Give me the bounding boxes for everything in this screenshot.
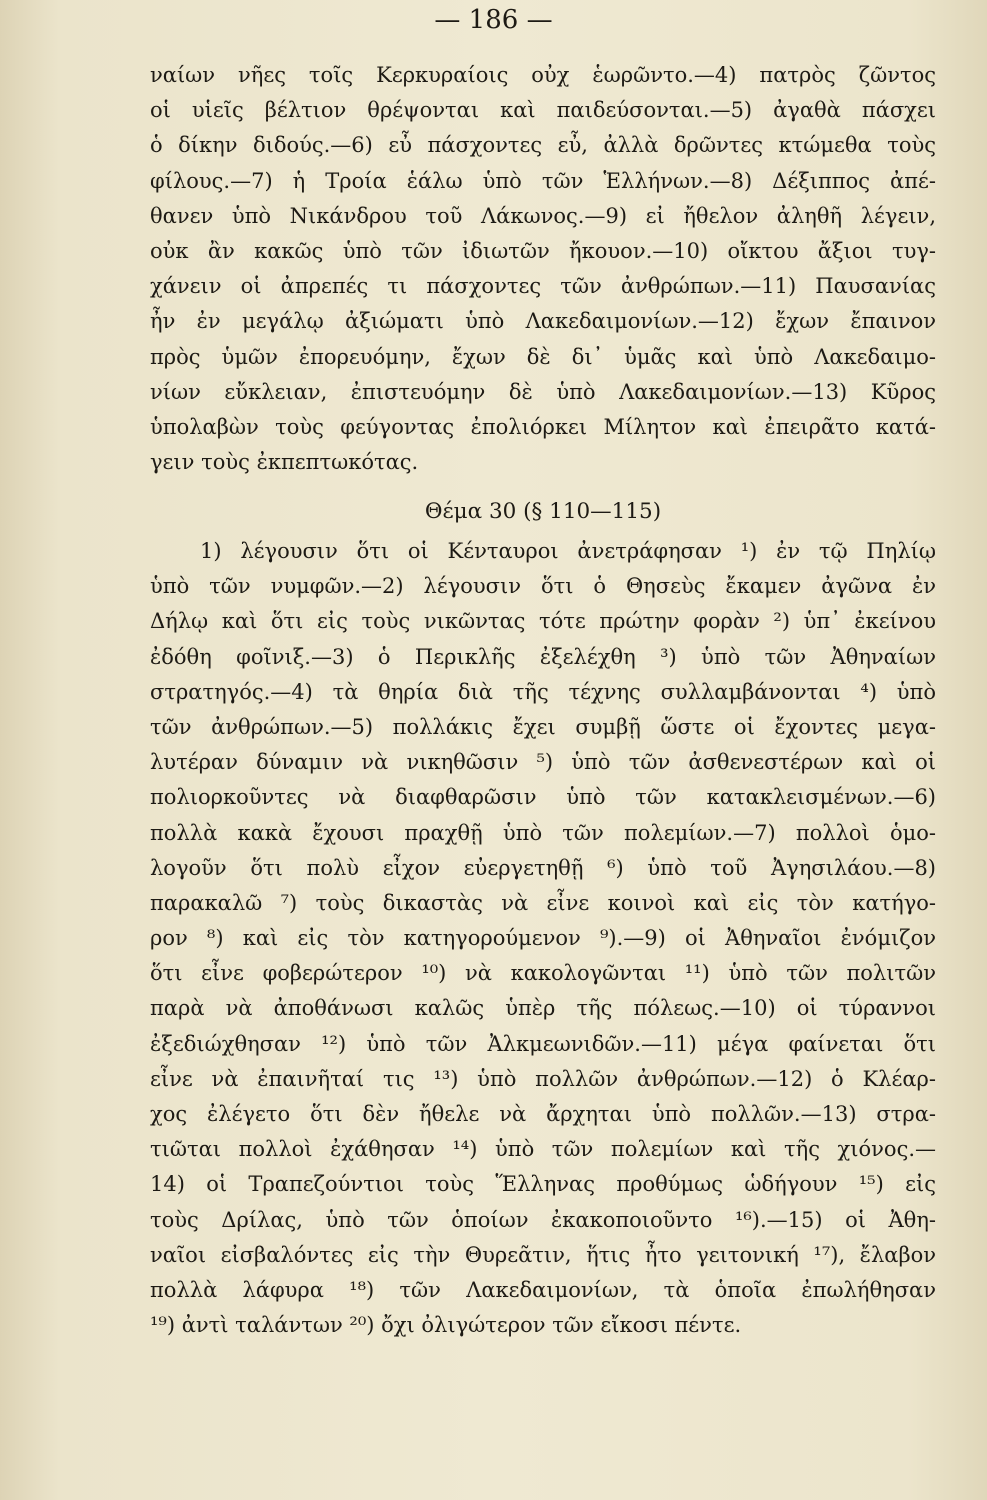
text-line: τιῶται πολλοὶ ἐχάθησαν ¹⁴) ὑπὸ τῶν πολεμίων καὶ τῆς χιόνος.— [150, 1137, 936, 1162]
paragraph-1 [150, 58, 936, 480]
text-line: εἶνε νὰ ἐπαινῆταί τις ¹³) ὑπὸ πολλῶν ἀνθρώπων.—12) ὁ Κλέαρ- [150, 1066, 936, 1091]
text-line: ὑπὸ τῶν νυμφῶν.—2) λέγουσιν ὅτι ὁ Θησεὺς ἔκαμεν ἀγῶνα ἐν [150, 574, 936, 599]
text-line: πρὸς ὑμῶν ἐπορευόμην, ἔχων δὲ δι᾿ ὑμᾶς καὶ ὑπὸ Λακεδαιμο- [150, 344, 936, 369]
text-line: ἐδόθη φοῖνιξ.—3) ὁ Περικλῆς ἐξελέχθη ³) ὑπὸ τῶν Ἀθηναίων [150, 644, 936, 669]
text-line: γειν τοὺς ἐκπεπτωκότας. [150, 450, 419, 475]
text-line: λυτέραν δύναμιν νὰ νικηθῶσιν ⁵) ὑπὸ τῶν ἀσθενεστέρων καὶ οἱ [150, 750, 936, 775]
section-heading: Θέμα 30 (§ 110—115) [424, 499, 662, 524]
text-line: πολλὰ λάφυρα ¹⁸) τῶν Λακεδαιμονίων, τὰ ὁποῖα ἐπωλήθησαν [150, 1277, 936, 1302]
text-line: χάνειν οἱ ἀπρεπές τι πάσχοντες τῶν ἀνθρώπων.—11) Παυσανίας [150, 274, 936, 299]
text-line: ἦν ἐν μεγάλῳ ἀξιώματι ὑπὸ Λακεδαιμονίων.—12) ἔχων ἔπαινον [150, 309, 936, 334]
text-line: παρὰ νὰ ἀποθάνωσι καλῶς ὑπὲρ τῆς πόλεως.—10) οἱ τύραννοι [150, 996, 936, 1021]
text-line: Δήλῳ καὶ ὅτι εἰς τοὺς νικῶντας τότε πρώτην φορὰν ²) ὑπ᾿ ἐκείνου [150, 609, 936, 634]
text-line: ναῖοι εἰσβαλόντες εἰς τὴν Θυρεᾶτιν, ἥτις ἦτο γειτονική ¹⁷), ἔλαβον [150, 1242, 936, 1267]
text-line: θανεν ὑπὸ Νικάνδρου τοῦ Λάκωνος.—9) εἰ ἤθελον ἀληθῆ λέγειν, [150, 203, 936, 228]
text-line: χος ἐλέγετο ὅτι δὲν ἤθελε νὰ ἄρχηται ὑπὸ πολλῶν.—13) στρα- [150, 1102, 936, 1126]
text-line: ρον ⁸) καὶ εἰς τὸν κατηγορούμενον ⁹).—9) οἱ Ἀθηναῖοι ἐνόμιζον [150, 926, 936, 951]
text-line: πολλὰ κακὰ ἔχουσι πραχθῇ ὑπὸ τῶν πολεμίων.—7) πολλοὶ ὁμο- [150, 820, 936, 845]
text-line: οὐκ ἂν κακῶς ὑπὸ τῶν ἰδιωτῶν ἤκουον.—10) οἴκτου ἄξιοι τυγ- [150, 238, 936, 263]
text-line: ὁ δίκην διδούς.—6) εὖ πάσχοντες εὖ, ἀλλὰ δρῶντες κτώμεθα τοὺς [150, 133, 936, 158]
text-line: πολιορκοῦντες νὰ διαφθαρῶσιν ὑπὸ τῶν κατακλεισμένων.—6) [150, 785, 936, 810]
text-line: νίων εὔκλειαν, ἐπιστευόμην δὲ ὑπὸ Λακεδαιμονίων.—13) Κῦρος [150, 379, 936, 404]
text-line: τοὺς Δρίλας, ὑπὸ τῶν ὁποίων ἐκακοποιοῦντο ¹⁶).—15) οἱ Ἀθη- [150, 1207, 936, 1232]
text-line: λογοῦν ὅτι πολὺ εἶχον εὐεργετηθῇ ⁶) ὑπὸ τοῦ Ἀγησιλάου.—8) [150, 855, 936, 880]
text-line: στρατηγός.—4) τὰ θηρία διὰ τῆς τέχνης συλλαμβάνονται ⁴) ὑπὸ [150, 679, 936, 704]
page-number: — 186 — [434, 5, 553, 35]
text-line: ἐξεδιώχθησαν ¹²) ὑπὸ τῶν Ἀλκμεωνιδῶν.—11) μέγα φαίνεται ὅτι [150, 1031, 936, 1056]
text-line: 14) οἱ Τραπεζούντιοι τοὺς Ἕλληνας προθύμως ὡδήγουν ¹⁵) εἰς [150, 1172, 936, 1197]
text-line: 1) λέγουσιν ὅτι οἱ Κένταυροι ἀνετράφησαν ¹) ἐν τῷ Πηλίῳ [200, 539, 936, 563]
text-line: φίλους.—7) ἡ Τροία ἑάλω ὑπὸ τῶν Ἑλλήνων.—8) Δέξιππος ἀπέ- [150, 168, 936, 193]
text-line: παρακαλῶ ⁷) τοὺς δικαστὰς νὰ εἶνε κοινοὶ καὶ εἰς τὸν κατήγο- [150, 890, 936, 915]
text-line: ¹⁹) ἀντὶ ταλάντων ²⁰) ὄχι ὀλιγώτερον τῶν εἴκοσι πέντε. [150, 1313, 742, 1338]
paragraph-2 [150, 534, 936, 1343]
text-line: τῶν ἀνθρώπων.—5) πολλάκις ἔχει συμβῇ ὥστε οἱ ἔχοντες μεγα- [150, 714, 936, 739]
text-line: οἱ υἱεῖς βέλτιον θρέψονται καὶ παιδεύσονται.—5) ἀγαθὰ πάσχει [150, 98, 936, 123]
text-line: ὑπολαβὼν τοὺς φεύγοντας ἐπολιόρκει Μίλητον καὶ ἐπειρᾶτο κατά- [150, 414, 936, 439]
text-line: ὅτι εἶνε φοβερώτερον ¹⁰) νὰ κακολογῶνται ¹¹) ὑπὸ τῶν πολιτῶν [150, 961, 936, 986]
text-line: ναίων νῆες τοῖς Κερκυραίοις οὐχ ἑωρῶντο.—4) πατρὸς ζῶντος [150, 63, 936, 87]
